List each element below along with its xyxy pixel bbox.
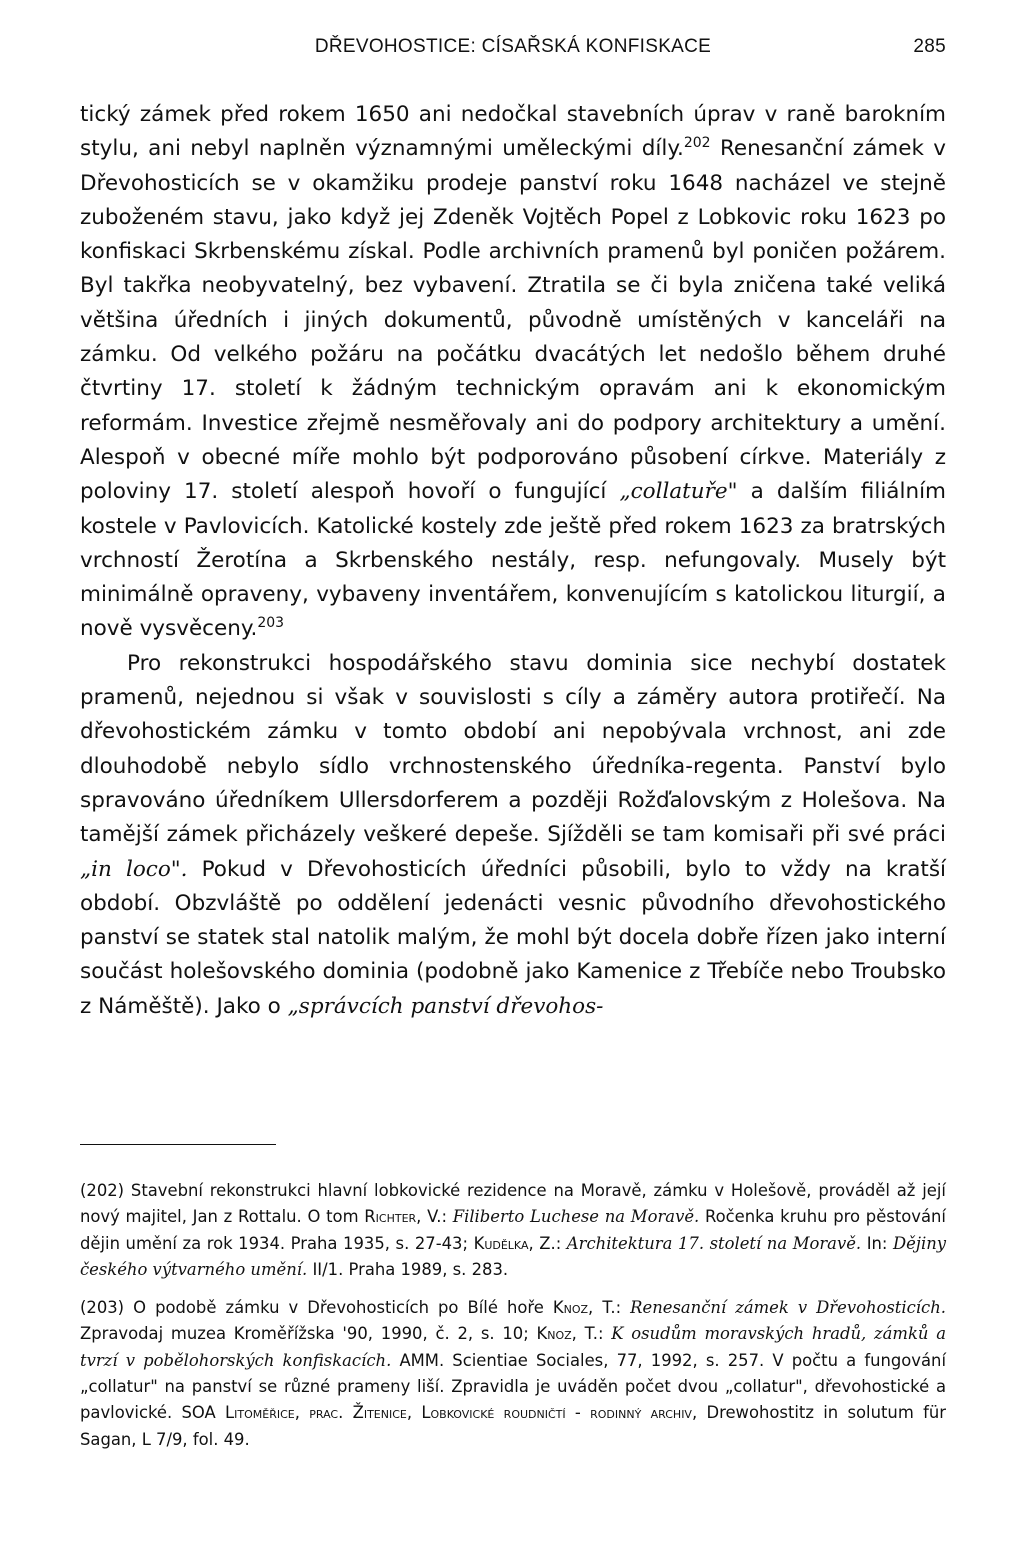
- title-dejiny: Dějiny českého výtvarného umění.: [80, 1233, 947, 1279]
- footnote-202-sep: :: [441, 1207, 453, 1227]
- footnote-separator: [80, 1144, 276, 1145]
- footnote-203-sep: :: [615, 1298, 631, 1318]
- paragraph-1-text-c: a dalším filiálním kostele v Pavlovicích. Katolické kostely zde ještě před rokem 1623 za bratrských vrchností Žerotína a Skrbenského nestály, resp. nefungovaly. Musely být minimálně opraveny, vybaveny inventářem, konvenujícím s katolickou liturgií, a nově vysvěceny.: [80, 479, 946, 642]
- title-renesancni-zamek: Renesanční zámek v Dřevohosticích.: [630, 1298, 946, 1318]
- italic-collatura: „collatuře": [619, 479, 738, 505]
- footnote-202-text-e: In:: [861, 1233, 894, 1253]
- author-knoz-1: Knoz, T.: [552, 1298, 616, 1318]
- paragraph-1-text-a: tický zámek před rokem 1650 ani nedočkal stavebních úprav v raně barokním stylu, ani nebyl naplněn významnými uměleckými díly.: [80, 102, 946, 162]
- running-header: [80, 36, 946, 66]
- body-text: [80, 98, 946, 1024]
- footnote-203-text-c: Zpravodaj muzea Kroměřížska '90, 1990, č. 2, s. 10;: [80, 1324, 537, 1344]
- footnote-202-sep-2: :: [555, 1233, 567, 1253]
- footnote-202: [80, 1178, 946, 1283]
- footnote-203-text-e: AMM. Scientiae Sociales, 77, 1992, s. 257. V počtu a fungování „collatur" na panství se různé prameny liší. Zpravidla je uváděn počet dvou „collatur", dřevohostické a pavlovické. SOA: [80, 1350, 946, 1423]
- paragraph-2-text-a: Pro rekonstrukci hospodářského stavu dominia sice nechybí dostatek pramenů, nejednou si však v souvislosti s cíly a záměry autora protiřečí. Na dřevohostickém zámku v tomto období ani nepobývala vrchnost, ani zde dlouhodobě nebylo sídlo vrchnostenského úředníka-regenta. Panství bylo spravováno úředníkem Ullersdorferem a později Rožďalovským z Holešova. Na tamější zámek přicházely veškeré depeše. Sjížděli se tam komisaři při své práci: [80, 650, 946, 848]
- italic-in-loco: „in loco".: [80, 856, 188, 882]
- document-page: [80, 0, 946, 1560]
- title-filiberto: Filiberto Luchese na Moravě.: [452, 1207, 700, 1227]
- footnote-203-text: (203) O podobě zámku v Dřevohosticích po Bílé hoře: [80, 1298, 553, 1318]
- running-title: DŘEVOHOSTICE: CÍSAŘSKÁ KONFISKACE: [314, 36, 712, 57]
- author-knoz-2: Knoz, T.: [536, 1324, 598, 1344]
- paragraph-2-text-b: Pokud v Dřevohosticích úředníci působili, bylo to vždy na kratší období. Obzvláště po oddělení jedenácti vesnic původního dřevohostického panství se statek stal natolik malým, že mohl být docela dobře řízen jako interní součást holešovského dominia (podobně jako Kamenice z Třebíče nebo Troubsko z Náměště). Jako o: [80, 856, 946, 1019]
- footnote-203: [80, 1295, 946, 1453]
- footnote-203-text-f: Drewohostitz in solutum für Sagan, L 7/9, fol. 49.: [80, 1403, 946, 1449]
- author-richter: Richter, V.: [364, 1207, 442, 1227]
- footnote-202-text-c: Ročenka kruhu pro pěstování dějin umění za rok 1934. Praha 1935, s. 27-43;: [80, 1207, 946, 1253]
- archive-name: Litoměřice, prac. Žitenice, Lobkovické roudničtí - rodinný archiv,: [225, 1403, 698, 1423]
- footnote-202-text-f: II/1. Praha 1989, s. 283.: [307, 1259, 509, 1279]
- author-kudelka: Kudělka, Z.: [473, 1233, 556, 1253]
- footnote-ref-203: 203: [257, 615, 285, 632]
- footnote-202-text: (202) Stavební rekonstrukci hlavní lobkovické rezidence na Moravě, zámku v Holešově, prováděl až její nový majitel, Jan z Rottalu. O tom: [80, 1181, 946, 1227]
- paragraph-1-text-b: Renesanční zámek v Dřevohosticích se v okamžiku prodeje panství roku 1648 nacházel ve stejně zuboženém stavu, jako když jej Zdeněk Vojtěch Popel z Lobkovic roku 1623 po konfiskaci Skrbenskému získal. Podle archivních pramenů byl poničen požárem. Byl takřka neobyvatelný, bez vybavení. Ztratila se či byla zničena také veliká většina úředních i jiných dokumentů, původně umístěných v kanceláři na zámku. Od velkého požáru na počátku dvacátých let nedošlo během druhé čtvrtiny 17. století k žádným technickým opravám ani k ekonomickým reformám. Investice zřejmě nesměřovaly ani do podpory architektury a umění. Alespoň v obecné míře mohlo být podporováno působení církve. Materiály z poloviny 17. století alespoň hovoří o fungující: [80, 136, 946, 505]
- footnote-ref-202: 202: [683, 135, 711, 152]
- footnotes: [80, 1178, 946, 1465]
- title-architektura: Architektura 17. století na Moravě.: [566, 1233, 862, 1253]
- footnote-203-sep-2: :: [597, 1324, 612, 1344]
- page-number: 285: [913, 36, 946, 57]
- title-k-osudum: K osudům moravských hradů, zámků a tvrzí v pobělohorských konfiskacích.: [80, 1324, 947, 1370]
- paragraph-1: [80, 98, 946, 647]
- paragraph-2: [80, 647, 946, 1024]
- italic-spravcich: „správcích panství dřevohos-: [287, 993, 604, 1019]
